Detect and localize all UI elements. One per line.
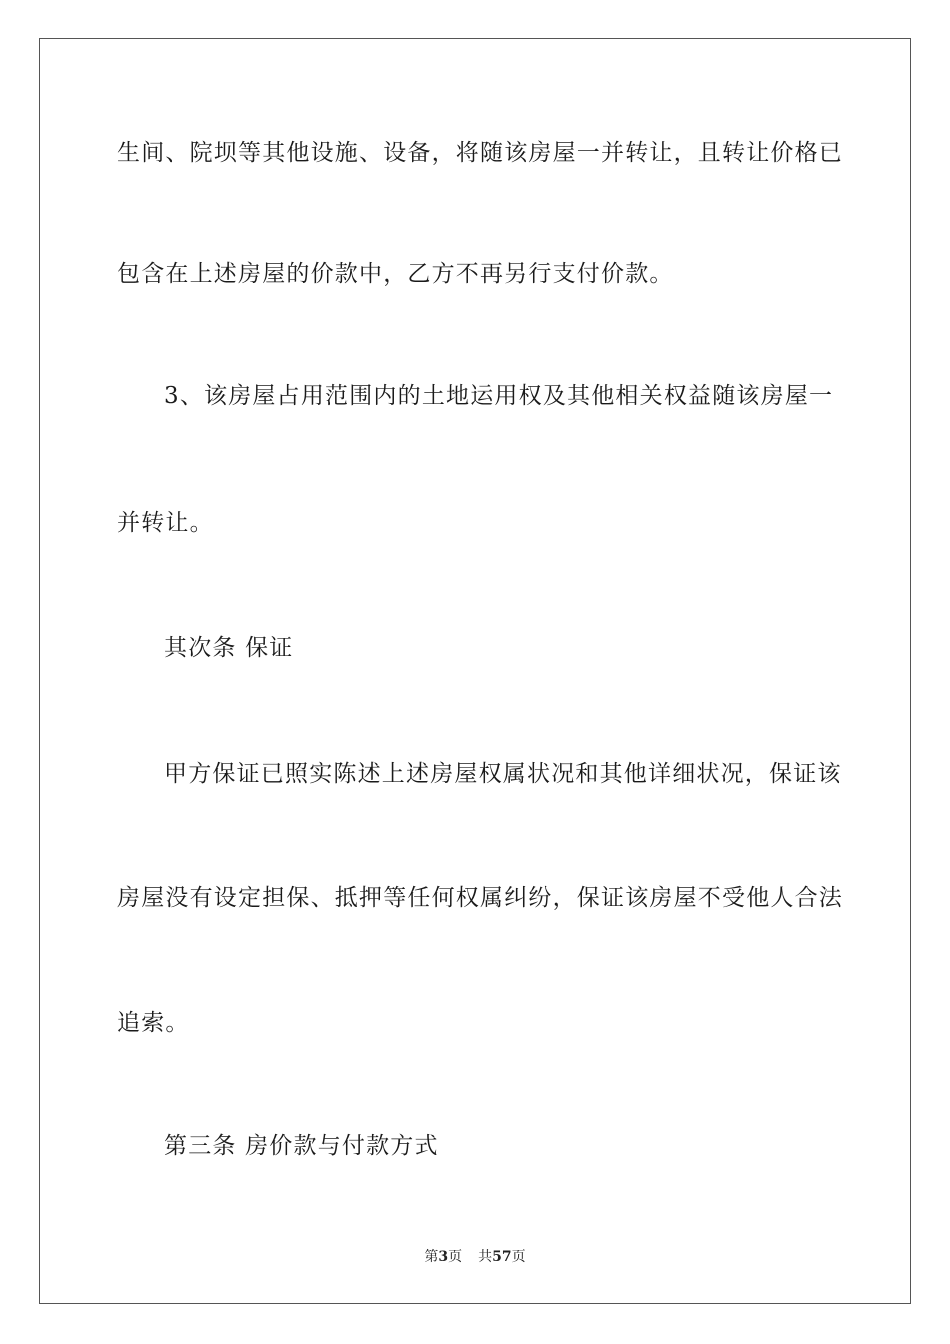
- body-text-line: 生间、院坝等其他设施、设备，将随该房屋一并转让，且转让价格已: [117, 140, 843, 166]
- body-text-line: 包含在上述房屋的价款中，乙方不再另行支付价款。: [117, 261, 674, 287]
- footer-total-number: 57: [492, 1249, 512, 1265]
- body-text-line: 房屋没有设定担保、抵押等任何权属纠纷，保证该房屋不受他人合法: [117, 885, 843, 911]
- page-border: [39, 38, 911, 1304]
- body-text-line: 并转让。: [117, 510, 214, 536]
- section-heading-second: 其次条 保证: [164, 635, 294, 661]
- body-text-line: 3、该房屋占用范围内的土地运用权及其他相关权益随该房屋一: [164, 383, 834, 409]
- footer-page-suffix: 页: [448, 1249, 463, 1265]
- section-heading-third: 第三条 房价款与付款方式: [164, 1133, 439, 1159]
- footer-page-prefix: 第: [424, 1249, 439, 1265]
- page-footer: [0, 1248, 950, 1266]
- body-text-line: 追索。: [117, 1010, 190, 1036]
- footer-total-prefix: 共: [478, 1249, 493, 1265]
- body-text-line: 甲方保证已照实陈述上述房屋权属状况和其他详细状况，保证该: [164, 761, 842, 787]
- footer-total-suffix: 页: [511, 1249, 526, 1265]
- footer-page-number: 3: [438, 1249, 449, 1265]
